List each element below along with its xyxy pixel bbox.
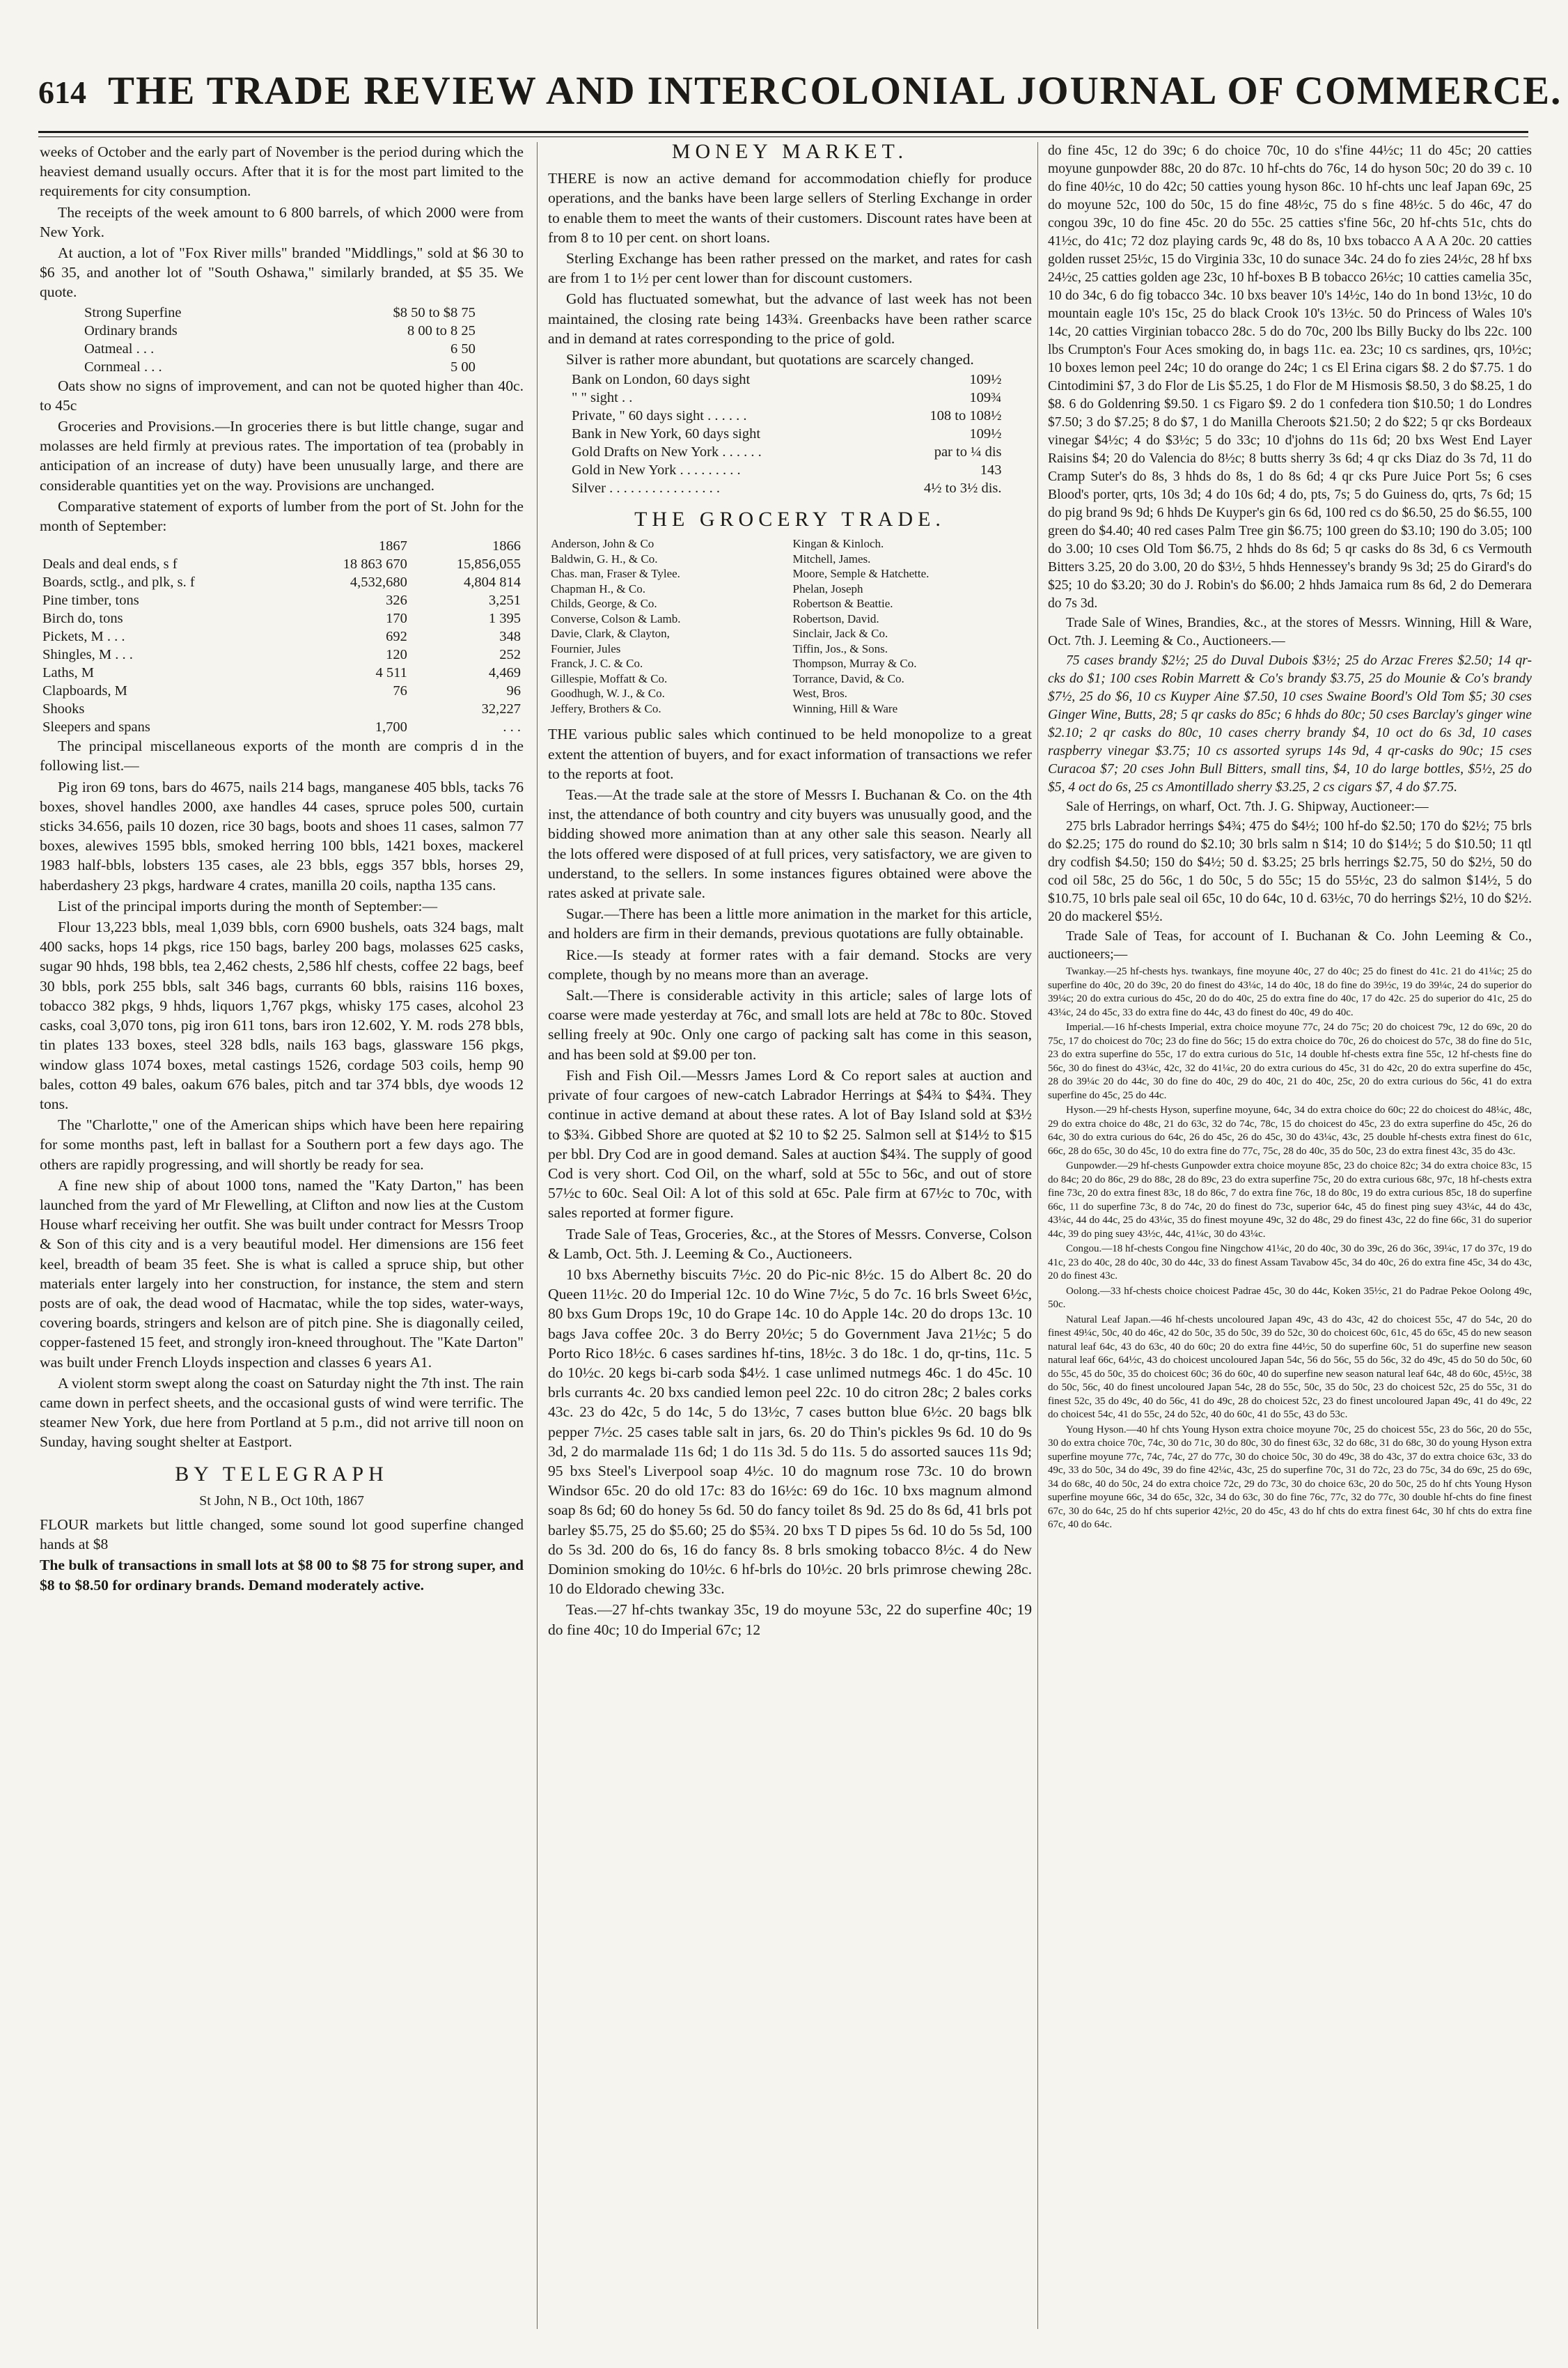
paragraph: THE various public sales which continued to be held monopolize to a great extent the attention of buyers, and for exact information of transactions we refer to the reports at foot.	[548, 726, 1032, 782]
table-cell: Sleepers and spans	[42, 719, 150, 735]
table-cell: $8 50 to $8 75	[393, 304, 476, 320]
grocer-name: Anderson, John & Co	[551, 537, 654, 551]
grocer-name: Robertson & Beattie.	[792, 597, 893, 611]
grocer-name: Jeffery, Brothers & Co.	[551, 701, 661, 715]
table-cell: Clapboards, M	[42, 683, 127, 699]
paragraph: Trade Sale of Teas, for account of I. Buchanan & Co. John Leeming & Co., auctioneers;—	[1048, 929, 1532, 962]
paragraph: Salt.—There is considerable activity in this article; sales of large lots of coarse were made yesterday at 76c, and small lots are held at 78c to 80c. Stoved selling freely at 90c. Only one cargo of packing salt has come in this season, and has been sold at $9.00 per ton.	[548, 987, 1032, 1063]
table-cell: 120	[386, 647, 407, 663]
paragraph: Comparative statement of exports of lumber from the port of St. John for the month of September:	[40, 497, 524, 535]
table-row	[81, 304, 478, 322]
table-row	[40, 555, 524, 573]
column-2	[548, 142, 1032, 2336]
paragraph: Oats show no signs of improvement, and can not be quoted higher than 40c. to 45c	[40, 377, 524, 414]
table-cell: 4,532,680	[350, 575, 407, 591]
table-header: 1866	[492, 538, 521, 554]
paragraph: THERE is now an active demand for accommodation chiefly for produce operations, and the banks have been large sellers of Sterling Exchange in order to enable them to meet the wants of their customers. Discount rates have been at from 8 to 10 per cent. on short loans.	[548, 170, 1032, 246]
table-row	[569, 407, 1005, 425]
table-row	[81, 322, 478, 340]
table-cell: 96	[506, 683, 521, 699]
table-row	[548, 671, 1032, 687]
paragraph: Silver is rather more abundant, but quotations are scarcely changed.	[566, 351, 974, 368]
grocer-name: Thompson, Murray & Co.	[792, 657, 917, 671]
table-row	[40, 646, 524, 664]
table-cell: 18 863 670	[343, 556, 407, 572]
table-row	[548, 596, 1032, 612]
table-cell: Ordinary brands	[84, 322, 178, 338]
table-cell: 108 to 108½	[930, 408, 1002, 424]
table-cell: 4,469	[488, 665, 521, 681]
paragraph: The receipts of the week amount to 6 800 barrels, of which 2000 were from New York.	[40, 203, 524, 240]
table-cell: Boards, sctlg., and plk, s. f	[42, 575, 195, 591]
table-cell: Shooks	[42, 701, 85, 717]
paragraph: 10 bxs Abernethy biscuits 7½c. 20 do Pic-nic 8½c. 15 do Albert 8c. 20 do Queen 11½c. 20 do Imperial 12c. 10 do Wine 7½c, 5 do 7c. 16 brls Sweet 6½c, 80 bxs Gum Drops 19c, 10 do Grape 14c. 10 do Apple 14c. 20 do drops 13c. 10 bags Java coffee 20c. 3 do Berry 20½c; 5 do Government Java 21½c; 5 do Porto Rico 18½c. 6 cases sardines hf-tins, 18½c. 3 do 18c. 1 do, qr-tins, 11c. 5 do 10½c. 20 kegs bi-carb soda $4½. 1 case unlimed nutmegs 46c. 1 do 45c. 10 brls currants 4c. 20 bxs candied lemon peel 22c. 10 do citron 28c; 2 bales corks 43c. 23 do 42c, 5 do 14c, 5 do 13½c, 7 cases button blue 6½c. 20 bags blk pepper 7½c. 25 cases table salt in jars, 6s. 20 do Thin's pickles 9s 6d. 10 do 9s 3d, 2 do marmalade 11s 6d; 1 do 11s 3d. 5 do 11s. 5 do assorted sauces 11s 9d; 95 bxs Steel's Liverpool soap 4½c. 10 do magnum rose 73c. 10 do brown Windsor 65c. 20 do old 17c: 83 do 16½c: 69 do 16c. 10 bxs magnum almond soap 8s 6d; 60 do honey 5s 6d. 50 do fancy toilet 8s 9d. 25 do 8s 6d, 41 brls pot barley $5.75, 25 do $5.60; 25 do $5¾. 20 bxs T D pipes 5s 6d. 10 do 5s 5d, 100 do 5s 3d. 200 do 6s, 16 do fancy 8s. 8 brls smoking tobacco 8½c. 4 do New Dominion smoking do 10½c. 6 hf-brls do 10½c. 20 brls primrose chewing 28c. 10 do Eldorado chewing 33c.	[548, 1265, 1032, 1598]
paragraph: At auction, a lot of "Fox River mills" branded "Middlings," sold at $6 30 to $6 35, and another lot of "South Oshawa," similarly branded, at $5 35. We quote.	[40, 244, 524, 301]
paragraph: 275 brls Labrador herrings $4¾; 475 do $4½; 100 hf-do $2.50; 170 do $2½; 75 brls do $2.25; 175 do round do $2.10; 30 brls salm n $14; 10 do $14½; 5 do $10.50; 11 qtl dry codfish $4.50; 150 do $4½; 50 d. $3.25; 25 brls herrings $2.75, 50 do $2½, 50 do cod oil 58c, 25 do 56c, 1 do 50c, 5 do 55c; 15 do 55½c, 23 do salmon $14½, 5 do $10.75, 10 brls pale seal oil 65c, 10 do 64c, 10 d. 63½c, 70 do herrings $2½, 10 do $2½. 20 do mackerel $5½.	[1048, 819, 1532, 924]
paragraph: 75 cases brandy $2½; 25 do Duval Dubois $3½; 25 do Arzac Freres $2.50; 14 qr-cks do $1; 100 cses Robin Marrett & Co's brandy $3.75, 25 do Mounie & Co's brandy $7½, 25 do $6, 10 cs Kuyper Aine $7.50, 10 cses Swaine Boord's Old Tom $5; 30 cses Ginger Wine, Butts, 28; 5 qr casks do 85c; 6 hhds do 80c; 50 cses Barclay's ginger wine $2.10; 2 qr casks do 80c, 10 cases cherry brandy $4, 10 oct do 6s 3d, 10 cases raspberry vinegar $3.75; 10 cs assorted syrups 14s 9d, 4 qr-casks do 90c; 15 cses Curacoa $7; 20 cses John Bull Bitters, small tins, $4, 10 do large bottles, $5½, 25 do $5, 4 oct do 6s, 25 cs Amontillado sherry $3.25, 2 cs cigars $7, 4 do $7.75.	[1048, 653, 1532, 795]
table-cell: 1 395	[488, 611, 521, 627]
page-header	[38, 64, 1562, 134]
paragraph: Teas.—At the trade sale at the store of Messrs I. Buchanan & Co. on the 4th inst, the attendance of both country and city buyers was unusually good, and the bidding showed more animation than at any other sale this season. Nearly all the lots offered were disposed of at full prices, very satisfactory, we are given to understand, to the sellers. In some instances figures obtained were above the rates asked at private sale.	[548, 786, 1032, 902]
grocer-name: Chapman H., & Co.	[551, 582, 645, 595]
grocer-name: Winning, Hill & Ware	[792, 701, 898, 715]
paragraph: Oolong.—33 hf-chests choice choicest Padrae 45c, 30 do 44c, Koken 35½c, 21 do Padrae Pekoe Oolong 49c, 50c.	[1048, 1285, 1532, 1310]
table-cell	[297, 700, 410, 718]
table-cell: Pickets, M . . .	[42, 629, 125, 645]
table-cell: Shingles, M . . .	[42, 647, 133, 663]
grocer-name: Moore, Semple & Hatchette.	[792, 567, 930, 581]
paragraph: Sugar.—There has been a little more animation in the market for this article, and holders are firm in their demands, previous quotations are fully obtainable.	[548, 905, 1032, 942]
column-1	[40, 142, 524, 2336]
paragraph: Hyson.—29 hf-chests Hyson, superfine moyune, 64c, 34 do extra choice do 60c; 22 do choicest do 48¼c, 48c, 29 do extra choice do 48c, 21 do 63c, 32 do 74c, 78c, 15 do choicest do 45c, 23 do extra superfine do 45c, 26 do 64c, 30 do extra curious do 64c, 26 do 45c, 26 do 45c, 30 do 43¼c, 43c, 25 double hf-chests extra finest do 61c, 66c, 28 do 65c, 30 do 45c, 10 do extra fine do 77c, 75c, 28 do 40c, 35 do 50c, 23 do extra finest 43c, 35 do 43c.	[1048, 1105, 1532, 1157]
table-row	[569, 425, 1005, 443]
table-cell: 692	[386, 629, 407, 645]
paragraph: The bulk of transactions in small lots at $8 00 to $8 75 for strong super, and $8 to $8.50 for ordinary brands. Demand moderately active.	[40, 1557, 524, 1594]
paragraph: do fine 45c, 12 do 39c; 6 do choice 70c, 10 do s'fine 44½c; 11 do 45c; 20 catties moyune gunpowder 88c, 20 do 87c. 10 hf-chts do 76c, 14 do hyson 50c; 20 do 39 c. 10 do fine 40½c, 10 do 42c; 50 catties young hyson 86c. 10 hf-chts unc leaf Japan 69c, 25 do moyune 52c, 100 do 50c, 15 do fine 48½c, 75 do s fine 48½c. 5 do 46c, 47 do congou 39c, 10 do fine 45c. 20 do 55c. 25 catties s'fine 56c, 20 hf-chts 51c, chts do 41½c, do 41c; 72 doz playing cards 9c, 48 do 8s, 10 bxs tobacco A A A 20c. 20 catties golden russet 25½c, 15 do Virginia 33c, 10 do sunace 34c. 24 do fo zies 24½c, 28 hf bxs 24½c, 25 catties golden age 23c, 10 hf-boxes B B tobacco 26½c; 10 catties camelia 35c, 10 do 34c, 6 do fig tobacco 34c. 10 bxs beaver 10's 14½c, 14o do 1n bond 13½c, 10 do mountain eagle 10's 15c, 25 do black Crook 10's 13½c. 50 do Princess of Wales 10's 14c, 20 catties Virginian tobacco 28c. 5 do do 70c, 200 lbs Billy Bucky do lbs 22c. 100 lbs Crumpton's Four Aces smoking do, in bags 11c. ea. 23c; 10 cs sardines, qrs, 10½c; 10 boxes lemon peel 24c; 10 do orange do 24c; 1 cs El Erina cigars $8. 2 do $7.75. 1 do Cintodimini $7, 3 do Flor de Lis $5.25, 1 do Flor de M Hismosis $8.50, 3 do $8.25, 1 do $8. 6 do Goldenring $9.50. 1 cs Figaro $9. 2 do 1 confedera tion $10.50; 1 do Londres $7.50; 3 do $7.25; 8 do $7, 1 do Manilla Cheroots $21.50; 2 do $22; 5 qr cks Bordeaux vinegar $4½c; 4 do $3½c; 5 do 33c; 10 d'johns do 11s 6d; 20 bxs West End Layer Raisins $4; 20 do Valencia do 8½c; 8 butts sherry 3s 6d; 4 qr cks Diaz do 3s 7d, 11 do Cramp Suter's do 8s, 3 hhds do 8s, 1 do 8s 6d; 4 qr cks Pure Juice Port 5s; 6 cses Blood's porter, qrts, 10s 3d; 4 do 10s 6d; 4 do, pts, 7s; 5 do Guiness do, qrts, 7s 6d; 15 do pig brand 9s 9d; 6 hhds De Kuyper's gin 6s 6d, 100 red cs do $6.50, 25 do $6.55, 100 green do $4.40; 40 red cases Palm Tree gin $6.75; 100 green do $3.10; 190 do 3.05; 100 do 3.00; 10 cses Old Tom $6.75, 2 hhds do 8s 6d; 5 qr casks do 8s 3d, 6 cs Vermouth Bitters 3.25, 20 do 3.00, 20 do $3½, 5 hhds Hennessey's brandy 9s 3d; 25 do Girard's do $25; 10 do $3.20; 30 do J. Robin's do $6.00; 2 hhds Jamaica rum 8s 6d, 2 do Demerara do 7s 3d.	[1048, 143, 1532, 611]
paragraph: Flour 13,223 bbls, meal 1,039 bbls, corn 6900 bushels, oats 324 bags, malt 400 sacks, hops 14 pkgs, rice 150 bags, barley 200 bags, molasses 625 casks, sugar 90 hhds, 198 bbls, tea 2,462 chests, 2,586 hlf chests, coffee 22 bags, beef 30 bbls, pork 255 bbls, salt 346 bags, currants 60 bbls, raisins 116 boxes, tobacco 382 pkgs, 9 hhds, liquors 1,767 pkgs, whisky 175 cases, alcohol 23 casks, coal 3,070 tons, pig iron 611 tons, bars iron 12.602, Y. M. rods 278 bbls, tin plates 133 boxes, steel 328 bdls, nails 163 bags, glassware 156 pkgs, window glass 1074 boxes, metal castings 1526, cordage 503 coils, hemp 90 bales, cotton 49 bales, oakum 676 bales, pitch and tar 374 bbls, dye woods 12 tons.	[40, 919, 524, 1112]
column-divider	[1037, 142, 1038, 2329]
section-heading-grocery-trade: THE GROCERY TRADE.	[634, 508, 946, 531]
table-row	[548, 641, 1032, 657]
table-cell: Private, " 60 days sight . . . . . .	[572, 408, 747, 424]
grocer-name: Baldwin, G. H., & Co.	[551, 552, 658, 566]
section-heading-money-market: MONEY MARKET.	[671, 142, 909, 163]
table-row	[548, 536, 1032, 552]
table-row	[569, 479, 1005, 497]
paragraph: Groceries and Provisions.—In groceries there is but little change, sugar and molasses are held firmly at previous rates. The importation of tea (probably in anticipation of an increase of duty) have been unusually large, and there are considerable quantities yet on the way. Provisions are unchanged.	[40, 418, 524, 494]
table-row	[548, 626, 1032, 641]
grocer-name: Fournier, Jules	[551, 641, 621, 655]
grocer-name: Goodhugh, W. J., & Co.	[551, 687, 665, 701]
table-cell: 76	[393, 683, 407, 699]
table-cell: 32,227	[481, 701, 521, 717]
table-row	[548, 552, 1032, 567]
table-cell: par to ¼ dis	[934, 444, 1002, 460]
grocer-name: Torrance, David, & Co.	[792, 671, 904, 685]
table-cell: Deals and deal ends, s f	[42, 556, 178, 572]
table-row	[40, 718, 524, 736]
table-row	[548, 656, 1032, 671]
grocers-list	[548, 536, 1032, 716]
table-row	[548, 612, 1032, 627]
paragraph: Teas.—27 hf-chts twankay 35c, 19 do moyune 53c, 22 do superfine 40c; 19 do fine 40c; 10 do Imperial 67c; 12	[548, 1601, 1032, 1638]
grocer-name: Gillespie, Moffatt & Co.	[551, 671, 668, 685]
table-header: 1867	[378, 538, 407, 554]
table-cell: 143	[980, 462, 1002, 478]
table-cell: 170	[386, 611, 407, 627]
paragraph: The "Charlotte," one of the American ships which have been here repairing for some months past, left in ballast for a Southern port a few days ago. The others are rapidly progressing, and will shortly be ready for sea.	[40, 1116, 524, 1173]
flour-quotes-table	[81, 304, 478, 376]
paragraph: FLOUR markets but little changed, some sound lot good superfine changed hands at $8	[40, 1516, 524, 1553]
table-cell: 348	[499, 629, 521, 645]
column-divider	[537, 142, 538, 2329]
table-cell: 109½	[969, 372, 1002, 388]
grocer-name: Franck, J. C. & Co.	[551, 657, 643, 671]
grocer-name: Mitchell, James.	[792, 552, 871, 566]
table-cell: 252	[499, 647, 521, 663]
paragraph: Gunpowder.—29 hf-chests Gunpowder extra choice moyune 85c, 23 do choice 82c; 34 do extra choice 83c, 15 do 84c; 20 do 86c, 29 do 88c, 28 do 89c, 23 do extra superfine 75c, 20 do extra curious 68c, 97c, 18 hf-chests extra fine 73c, 20 do extra finest 83c, 18 do 86c, 7 do extra fine 76c, 18 do 80c, 19 do extra curious 85c, 18 do superfine 66c, 11 do superfine 73c, 8 do 74c, 20 do finest do 73c, superior 64c, 45 do finest ping suey 43¼c, 44 do 43c, 43¼c, 44 do 44c, 25 do 43¼c, 35 do finest moyune 49c, 32 do 48c, 29 do finest 43c, 22 do fine 66c, 31 do superior 44c, 39 do ping suey 43½c, 44c, 41¼c, 30 do 43¼c.	[1048, 1160, 1532, 1240]
grocer-name: Childs, George, & Co.	[551, 597, 657, 611]
table-cell: Gold Drafts on New York . . . . . .	[572, 444, 762, 460]
table-cell: 326	[386, 593, 407, 609]
table-cell: 4½ to 3½ dis.	[923, 481, 1002, 497]
table-row	[569, 389, 1005, 407]
table-row	[569, 461, 1005, 479]
paragraph: List of the principal imports during the month of September:—	[58, 897, 438, 914]
table-row	[40, 700, 524, 718]
table-header	[40, 537, 297, 555]
paragraph: Twankay.—25 hf-chests hys. twankays, fine moyune 40c, 27 do 40c; 25 do finest do 41c. 21 do 41¼c; 25 do superfine do 40c, 20 do 39c, 20 do finest do 43¼c, 14 do 40c, 18 do fine do 39½c, 19 do 39¼c, 24 do superior do 39¼c; 20 do extra curious do 45c, 20 do do 40c, 25 do extra fine do 40c, 17 do 42c. 25 do superior do 41c, 25 do 43¼c, 24 do 45c, 33 do extra fine do 44c, 43 do finest do 40c, 49 do 40c.	[1048, 966, 1532, 1018]
grocer-name: Sinclair, Jack & Co.	[792, 627, 888, 641]
table-row	[40, 682, 524, 700]
grocer-name: Phelan, Joseph	[792, 582, 863, 595]
paragraph: Trade Sale of Wines, Brandies, &c., at the stores of Messrs. Winning, Hill & Ware, Oct. 7th. J. Leeming & Co., Auctioneers.—	[1048, 616, 1532, 648]
table-cell: Bank in New York, 60 days sight	[572, 426, 761, 442]
table-cell: 3,251	[488, 593, 521, 609]
paragraph: Gold has fluctuated somewhat, but the advance of last week has not been maintained, the closing rate being 143¾. Greenbacks have been rather scarce and in demand at rates corresponding to the price of gold.	[548, 290, 1032, 347]
paragraph: Natural Leaf Japan.—46 hf-chests uncoloured Japan 49c, 43 do 43c, 42 do choicest 55c, 47 do 54c, 20 do finest 49¼c, 50c, 40 do 46c, 42 do 50c, 35 do 50c, 39 do 52c, 30 do choicest 60c, 61c, 45 do 65c, 45 do new season natural leaf 64c, 43 do 63c, 40 do 60c; 20 do extra fine 44½c, 50 do superfine 60c, 51 do superfine new season natural leaf 66c, 64½c, 43 do choicest uncoloured Japan 54c, 56 do 56c, 55 do 56c, 32 do 49c, 45 do 50 do 50c, 60 do 55c, 45 do 50c, 35 do choicest 60c; 36 do 60c, 40 do superfine new season natural leaf 64c, 48 do 60c, 45½c, 38 do 50c, 56c, 40 do finest uncoloured Japan 54c, 28 do 55c, 50c, 35 do 50c, 23 do choicest 52c, 25 do 55c, 31 do finest 52c, 35 do 49c, 40 do 56c, 41 do 49c, 28 do choicest 52c, 23 do finest uncoloured Japan 49c, 41 do 49c, 22 do choicest 54c, 41 do 55c, 24 do 52c, 40 do 60c, 41 do 55c, 43 do 53c.	[1048, 1314, 1532, 1420]
header-rule	[38, 131, 1528, 133]
table-cell: Laths, M	[42, 665, 95, 681]
table-row	[548, 566, 1032, 582]
table-row	[40, 628, 524, 646]
grocer-name: Converse, Colson & Lamb.	[551, 612, 681, 625]
telegraph-dateline: St John, N B., Oct 10th, 1867	[199, 1493, 364, 1509]
table-cell: Oatmeal . . .	[84, 341, 155, 357]
paragraph: Imperial.—16 hf-chests Imperial, extra choice moyune 77c, 24 do 75c; 20 do choicest 79c, 12 do 69c, 20 do 75c, 17 do choicest do 70c; 23 do fine do 56c; 15 do extra choice do 70c, 26 do choicest do 57c, 38 do fine do 51c, 23 do extra superfine do 55c, 17 do extra curious do 51c, 14 double hf-chests extra fine 55c, 12 hf-chests fine do 56c, 30 do finest do 43¼c, 42c, 32 do 41¼c, 20 do extra curious do 45c, 31 do 42c, 20 do extra superfine do 45c, 28 do 39¼c 20 do 44c, 30 do fine do 40c, 29 do 40c, 21 do 40c, 25c, 20 do extra curious do 56c, 41 do extra superfine do 45c, 25 do 44c.	[1048, 1022, 1532, 1101]
grocer-name: Davie, Clark, & Clayton,	[551, 627, 670, 641]
paragraph: Pig iron 69 tons, bars do 4675, nails 214 bags, manganese 405 bbls, tacks 76 boxes, shovel handles 2000, axe handles 44 cases, spruce poles 500, curtain sticks 34.656, pails 10 dozen, rice 30 bags, boots and shoes 11 cases, salmon 77 boxes, alewives 1595 bbls, smoked herring 100 bbls, 1421 boxes, mackerel 1983 half-bbls, lobsters 135 cases, ale 23 bbls, eggs 357 bbls, horses 29, haberdashery 23 pkgs, hardware 4 crates, manilla 20 coils, naptha 135 cans.	[40, 778, 524, 894]
masthead-title: THE TRADE REVIEW AND INTERCOLONIAL JOURNAL OF COMMERCE.	[108, 69, 1562, 113]
table-row	[40, 609, 524, 628]
grocer-name: West, Bros.	[792, 687, 847, 701]
section-heading-telegraph: BY TELEGRAPH	[175, 1462, 389, 1486]
paragraph: Sterling Exchange has been rather pressed on the market, and rates for cash are from 1 to 1½ per cent lower than for discount customers.	[548, 250, 1032, 287]
table-cell: 4 511	[375, 665, 407, 681]
table-cell: Bank on London, 60 days sight	[572, 372, 751, 388]
paragraph: Congou.—18 hf-chests Congou fine Ningchow 41¼c, 20 do 40c, 30 do 39c, 26 do 36c, 39¼c, 17 do 37c, 19 do 41c, 23 do 40c, 28 do 40c, 30 do 44c, 33 do finest Assam Tavabow 45c, 34 do 40c, 26 do extra fine 45c, 34 do 43c, 20 do finest 43c.	[1048, 1243, 1532, 1282]
table-row	[81, 340, 478, 358]
grocer-name: Chas. man, Fraser & Tylee.	[551, 567, 680, 581]
paragraph: Trade Sale of Teas, Groceries, &c., at the Stores of Messrs. Converse, Colson & Lamb, Oct. 5th. J. Leeming & Co., Auctioneers.	[548, 1225, 1032, 1262]
page-number: 614	[38, 75, 86, 110]
table-row	[569, 443, 1005, 461]
grocer-name: Tiffin, Jos., & Sons.	[792, 641, 888, 655]
table-cell: Pine timber, tons	[42, 593, 139, 609]
paragraph: Sale of Herrings, on wharf, Oct. 7th. J. G. Shipway, Auctioneer:—	[1066, 800, 1429, 814]
table-cell: 109¾	[969, 390, 1002, 406]
table-row	[40, 591, 524, 609]
table-cell: 5 00	[450, 359, 476, 375]
table-row	[548, 686, 1032, 701]
paragraph: The principal miscellaneous exports of the month are compris d in the following list.—	[40, 738, 524, 774]
table-row	[548, 582, 1032, 597]
table-cell: . . .	[503, 719, 521, 735]
table-header-row	[40, 537, 524, 555]
table-cell: Gold in New York . . . . . . . . .	[572, 462, 741, 478]
table-cell: Cornmeal . . .	[84, 359, 162, 375]
spacer	[548, 716, 1032, 724]
table-cell: " " sight . .	[572, 390, 633, 406]
table-row	[569, 371, 1005, 389]
paragraph: A violent storm swept along the coast on Saturday night the 7th inst. The rain came down in perfect sheets, and the occasional gusts of wind were terrific. The steamer New York, due here from Portland at 5 p.m., did not arrive till noon on Sunday, having sought shelter at Eastport.	[40, 1374, 524, 1451]
table-cell: 4,804 814	[464, 575, 521, 591]
table-cell: 15,856,055	[456, 556, 521, 572]
table-cell: 109½	[969, 426, 1002, 442]
table-cell: Birch do, tons	[42, 611, 123, 627]
paragraph: Rice.—Is steady at former rates with a fair demand. Stocks are very complete, though by no means more than an average.	[548, 946, 1032, 983]
table-row	[40, 573, 524, 591]
table-row	[548, 701, 1032, 717]
lumber-exports-table	[40, 537, 524, 736]
table-cell: Strong Superfine	[84, 304, 182, 320]
column-3	[1048, 142, 1532, 2336]
table-row	[81, 358, 478, 376]
paragraph: weeks of October and the early part of November is the period during which the heaviest demand usually occurs. After that it is for the most part limited to the requirements for city consumption.	[40, 143, 524, 200]
table-row	[40, 664, 524, 682]
grocer-name: Robertson, David.	[792, 612, 879, 625]
table-cell: 1,700	[375, 719, 407, 735]
exchange-rates-table	[569, 371, 1005, 497]
table-cell: 8 00 to 8 25	[407, 322, 476, 338]
paragraph: Young Hyson.—40 hf chts Young Hyson extra choice moyune 70c, 25 do choicest 55c, 23 do 56c, 20 do 55c, 30 do extra choice 70c, 74c, 30 do 71c, 30 do 80c, 30 do finest 63c, 32 do 68c, 31 do 68c, 30 do young Hyson extra superfine moyune 77c, 74c, 74c, 27 do 77c, 30 do choice 50c, 30 do 49c, 38 do 43c, 37 do extra choice 63c, 33 do 49c, 33 do 50c, 34 do 49c, 39 do fine 42¼c, 43c, 25 do superfine 70c, 31 do 72c, 23 do 75c, 34 do 69c, 25 do 69c, 34 do 68c, 40 do 50c, 24 do extra choice 72c, 29 do 73c, 30 do choice 63c, 20 do 50c, 25 do hf chts Young Hyson superfine moyune 66c, 34 do 65c, 32c, 34 do 63c, 30 do fine 76c, 77c, 32 do 77c, 30 double hf-chts do fine finest 67c, 30 do 64c, 25 do hf chts superior 42½c, 20 do 45c, 43 do hf chts do extra finest 64c, 30 hf chts do extra fine 67c, 40 do 64c.	[1048, 1424, 1532, 1530]
table-cell: 6 50	[450, 341, 476, 357]
paragraph: A fine new ship of about 1000 tons, named the "Katy Darton," has been launched from the yard of Mr Flewelling, at Clifton and now lies at the Custom House wharf receiving her outfit. She was built under contract for Messrs Troop & Son of this city and is a very beautiful model. Her dimensions are 156 feet keel, breadth of beam 35 feet. She is what is called a spruce ship, but other materials enter largely into her construction, for instance, the stem and stern posts are of oak, the dead wood of Hacmatac, while the top sides, water-ways, covering boards, stringers and kelson are of pitch pine. She is diagonally ceiled, copper-fastened 15 feet, and strongly iron-kneed throughout. The "Kate Darton" was built under French Lloyds inspection and classes 6 years A1.	[40, 1176, 524, 1371]
table-cell: Silver . . . . . . . . . . . . . . . .	[572, 481, 720, 497]
paragraph: Fish and Fish Oil.—Messrs James Lord & Co report sales at auction and private of four cargoes of new-catch Labrador Herrings at $4¾ to $4¾. They continue in active demand at about these rates. A lot of Bay Island sold at $3½ to $3¾. Gibbed Shore are quoted at $2 10 to $2 25. Salmon sell at $14½ to $15 per bbl. Dry Cod are in good demand. Sales at auction $4¾. The supply of good Cod is very short. Cod Oil, on the wharf, sold at 55c to 56c, and out of store 57½c to 60c. Seal Oil: A lot of this sold at 65c. Pale firm at 67½c to 70c, with sales reported at former figure.	[548, 1066, 1032, 1222]
grocer-name: Kingan & Kinloch.	[792, 537, 884, 551]
